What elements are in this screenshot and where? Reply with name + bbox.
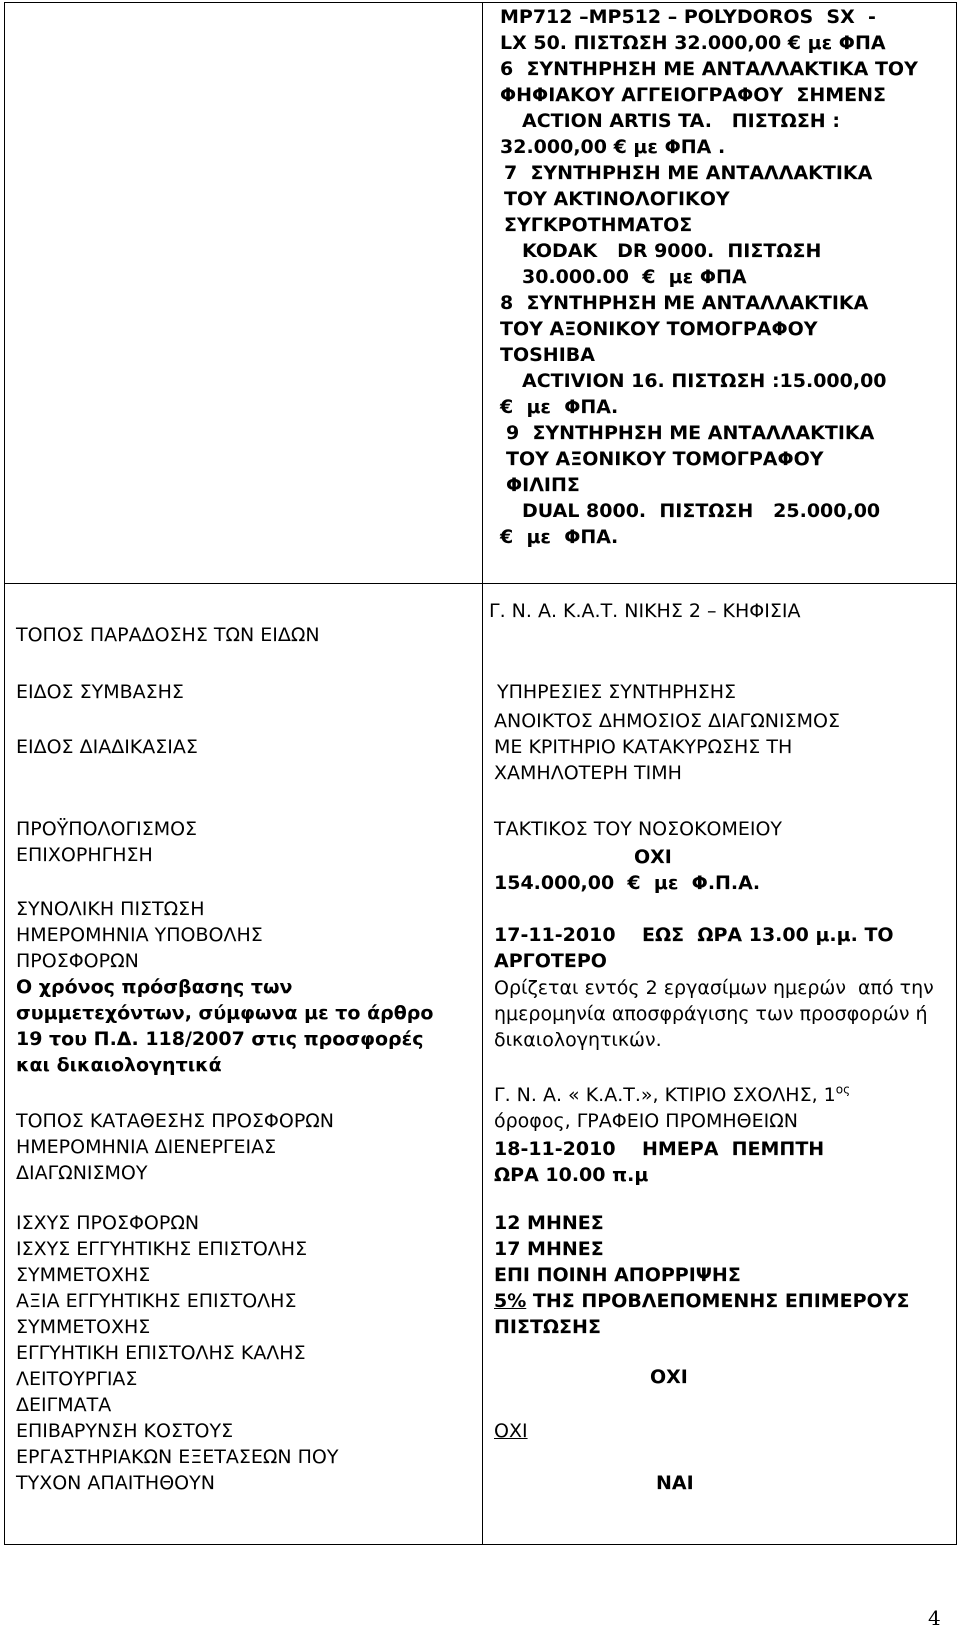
text-line: 32.000,00 € με ΦΠΑ .: [500, 136, 726, 158]
text-line: ACTION ARTIS TA. ΠΙΣΤΩΣΗ :: [522, 110, 840, 132]
value-guarantee-validity: 17 ΜΗΝΕΣ: [494, 1238, 604, 1260]
label-total-credit: ΣΥΝΟΛΙΚΗ ΠΙΣΤΩΣΗ: [16, 898, 205, 920]
value-submission: ΑΡΓΟΤΕΡΟ: [494, 950, 607, 972]
value-access-time: ημερομηνία αποσφράγισης των προσφορών ή: [494, 1003, 928, 1025]
label-guarantee-value: ΑΞΙΑ ΕΓΓΥΗΤΙΚΗΣ ΕΠΙΣΤΟΛΗΣ: [16, 1290, 297, 1312]
value-procedure: ΑΝΟΙΚΤΟΣ ΔΗΜΟΣΙΟΣ ΔΙΑΓΩΝΙΣΜΟΣ: [494, 710, 840, 732]
label-budget: ΠΡΟΫΠΟΛΟΓΙΣΜΟΣ: [16, 818, 198, 840]
text-line: ΤΟΥ ΑΞΟΝΙΚΟΥ ΤΟΜΟΓΡΑΦΟΥ: [506, 448, 824, 470]
value-offers-place-sup: ος: [835, 1082, 851, 1097]
label-access-time: Ο χρόνος πρόσβασης των: [16, 976, 293, 998]
label-tender-date: ΗΜΕΡΟΜΗΝΙΑ ΔΙΕΝΕΡΓΕΙΑΣ: [16, 1136, 277, 1158]
label-access-time: 19 του Π.Δ. 118/2007 στις προσφορές: [16, 1028, 424, 1050]
text-line: ΤΟΥ ΑΚΤΙΝΟΛΟΓΙΚΟΥ: [504, 188, 730, 210]
label-access-time: και δικαιολογητικά: [16, 1054, 222, 1076]
value-guarantee-value-text: ΤΗΣ ΠΡΟΒΛΕΠΟΜΕΝΗΣ ΕΠΙΜΕΡΟΥΣ: [526, 1290, 910, 1312]
text-line: MP712 –MP512 – POLYDOROS SX -: [500, 6, 876, 28]
value-submission: 17-11-2010 ΕΩΣ ΩΡΑ 13.00 μ.μ. ΤΟ: [494, 924, 894, 946]
value-offers-place: όροφος, ΓΡΑΦΕΙΟ ΠΡΟΜΗΘΕΙΩΝ: [494, 1110, 798, 1132]
text-line: ΣΥΓΚΡΟΤΗΜΑΤΟΣ: [504, 214, 693, 236]
value-offer-validity: 12 ΜΗΝΕΣ: [494, 1212, 604, 1234]
label-lab-cost: ΕΠΙΒΑΡΥΝΣΗ ΚΟΣΤΟΥΣ: [16, 1420, 234, 1442]
text-line: ΦΗΦΙΑΚΟΥ ΑΓΓΕΙΟΓΡΑΦΟΥ ΣΗΜΕΝΣ: [500, 84, 887, 106]
label-submission-date: ΗΜΕΡΟΜΗΝΙΑ ΥΠΟΒΟΛΗΣ: [16, 924, 263, 946]
value-procedure: ΜΕ ΚΡΙΤΗΡΙΟ ΚΑΤΑΚΥΡΩΣΗΣ ΤΗ: [494, 736, 793, 758]
text-line: € με ΦΠΑ.: [500, 396, 619, 418]
text-line: TOSHIBA: [500, 344, 595, 366]
label-offer-validity: ΙΣΧΥΣ ΠΡΟΣΦΟΡΩΝ: [16, 1212, 200, 1234]
label-good-operation: ΕΓΓΥΗΤΙΚΗ ΕΠΙΣΤΟΛΗΣ ΚΑΛΗΣ: [16, 1342, 306, 1364]
label-tender-date: ΔΙΑΓΩΝΙΣΜΟΥ: [16, 1162, 148, 1184]
label-good-operation: ΛΕΙΤΟΥΡΓΙΑΣ: [16, 1368, 138, 1390]
page-number: 4: [928, 1606, 941, 1630]
value-contract-type: ΥΠΗΡΕΣΙΕΣ ΣΥΝΤΗΡΗΣΗΣ: [497, 681, 737, 703]
value-total-credit: 154.000,00 € με Φ.Π.Α.: [494, 872, 761, 894]
value-offers-place: [494, 1082, 850, 1108]
label-guarantee-validity: ΣΥΜΜΕΤΟΧΗΣ: [16, 1264, 151, 1286]
value-tender-date: 18-11-2010 ΗΜΕΡΑ ΠΕΜΠΤΗ: [494, 1138, 825, 1160]
column-divider: [482, 3, 483, 1544]
value-lab-cost: ΝΑΙ: [656, 1472, 694, 1494]
text-line: 30.000.00 € με ΦΠΑ: [522, 266, 747, 288]
label-offers-place: ΤΟΠΟΣ ΚΑΤΑΘΕΣΗΣ ΠΡΟΣΦΟΡΩΝ: [16, 1110, 335, 1132]
value-guarantee-value: ΠΙΣΤΩΣΗΣ: [494, 1316, 601, 1338]
label-lab-cost: ΤΥΧΟΝ ΑΠΑΙΤΗΘΟΥΝ: [16, 1472, 215, 1494]
text-line: LX 50. ΠΙΣΤΩΣΗ 32.000,00 € με ΦΠΑ: [500, 32, 886, 54]
value-subsidy: ΟΧΙ: [634, 846, 672, 868]
value-access-time: δικαιολογητικών.: [494, 1029, 662, 1051]
label-access-time: συμμετεχόντων, σύμφωνα με το άρθρο: [16, 1002, 434, 1024]
value-delivery-place: Γ. Ν. Α. Κ.Α.Τ. ΝΙΚΗΣ 2 – ΚΗΦΙΣΙΑ: [489, 600, 801, 622]
value-good-operation: ΟΧΙ: [650, 1366, 688, 1388]
value-guarantee-pct: 5%: [494, 1290, 527, 1312]
text-line: 8 ΣΥΝΤΗΡΗΣΗ ΜΕ ΑΝΤΑΛΛΑΚΤΙΚΑ: [500, 292, 869, 314]
value-guarantee-penalty: ΕΠΙ ΠΟΙΝΗ ΑΠΟΡΡΙΨΗΣ: [494, 1264, 741, 1286]
label-guarantee-value: ΣΥΜΜΕΤΟΧΗΣ: [16, 1316, 151, 1338]
label-procedure-type: ΕΙΔΟΣ ΔΙΑΔΙΚΑΣΙΑΣ: [16, 736, 198, 758]
text-line: ACTIVION 16. ΠΙΣΤΩΣΗ :15.000,00: [522, 370, 887, 392]
text-line: € με ΦΠΑ.: [500, 526, 619, 548]
text-line: 6 ΣΥΝΤΗΡΗΣΗ ΜΕ ΑΝΤΑΛΛΑΚΤΙΚΑ ΤΟΥ: [500, 58, 918, 80]
value-guarantee-value: [494, 1288, 909, 1314]
row-divider: [5, 583, 956, 584]
text-line: ΦΙΛΙΠΣ: [506, 474, 580, 496]
label-delivery-place: ΤΟΠΟΣ ΠΑΡΑΔΟΣΗΣ ΤΩΝ ΕΙΔΩΝ: [16, 624, 320, 646]
value-access-time: Ορίζεται εντός 2 εργασίμων ημερών από την: [494, 977, 934, 999]
text-line: KODAK DR 9000. ΠΙΣΤΩΣΗ: [522, 240, 822, 262]
label-guarantee-validity: ΙΣΧΥΣ ΕΓΓΥΗΤΙΚΗΣ ΕΠΙΣΤΟΛΗΣ: [16, 1238, 308, 1260]
label-subsidy: ΕΠΙΧΟΡΗΓΗΣΗ: [16, 844, 153, 866]
value-procedure: ΧΑΜΗΛΟΤΕΡΗ ΤΙΜΗ: [494, 762, 682, 784]
label-submission-date: ΠΡΟΣΦΟΡΩΝ: [16, 950, 139, 972]
text-line: ΤΟΥ ΑΞΟΝΙΚΟΥ ΤΟΜΟΓΡΑΦΟΥ: [500, 318, 818, 340]
value-samples: ΟΧΙ: [494, 1420, 528, 1442]
value-offers-place-text: Γ. Ν. Α. « Κ.Α.Τ.», ΚΤΙΡΙΟ ΣΧΟΛΗΣ, 1: [494, 1084, 836, 1106]
label-samples: ΔΕΙΓΜΑΤΑ: [16, 1394, 112, 1416]
label-contract-type: ΕΙΔΟΣ ΣΥΜΒΑΣΗΣ: [16, 681, 184, 703]
value-tender-date: ΩΡΑ 10.00 π.μ: [494, 1164, 649, 1186]
label-lab-cost: ΕΡΓΑΣΤΗΡΙΑΚΩΝ ΕΞΕΤΑΣΕΩΝ ΠΟΥ: [16, 1446, 339, 1468]
text-line: 7 ΣΥΝΤΗΡΗΣΗ ΜΕ ΑΝΤΑΛΛΑΚΤΙΚΑ: [504, 162, 873, 184]
value-budget: ΤΑΚΤΙΚΟΣ ΤΟΥ ΝΟΣΟΚΟΜΕΙΟΥ: [494, 818, 783, 840]
text-line: DUAL 8000. ΠΙΣΤΩΣΗ 25.000,00: [522, 500, 881, 522]
text-line: 9 ΣΥΝΤΗΡΗΣΗ ΜΕ ΑΝΤΑΛΛΑΚΤΙΚΑ: [506, 422, 875, 444]
